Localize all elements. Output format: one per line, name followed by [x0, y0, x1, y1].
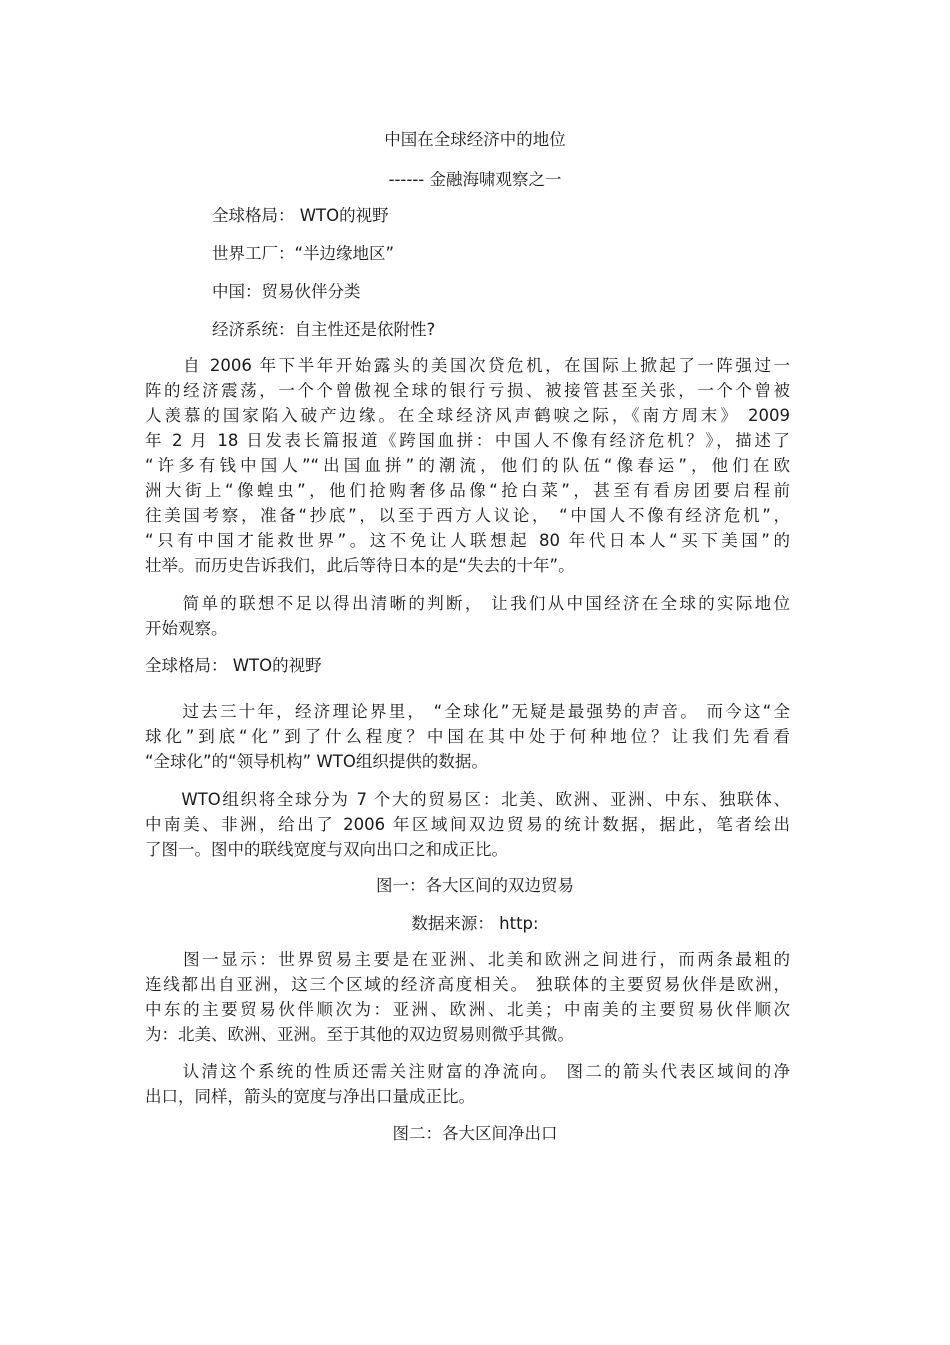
outline-item: 经济系统：自主性还是依附性? — [212, 320, 436, 339]
outline-item: 中国：贸易伙伴分类 — [212, 282, 361, 301]
paragraph-line: 为：北美、欧洲、亚洲。至于其他的双边贸易则微乎其微。 — [145, 1025, 574, 1044]
paragraph-line: WTO组织将全球分为 7 个大的贸易区：北美、欧洲、亚洲、中东、独联体、 — [145, 790, 790, 809]
document-title: 中国在全球经济中的地位 — [384, 130, 566, 149]
paragraph-line: 连线都出自亚洲，这三个区域的经济高度相关。 独联体的主要贸易伙伴是欧洲， — [145, 975, 790, 994]
paragraph-line: 年 2 月 18 日发表长篇报道《跨国血拼：中国人不像有经济危机？》，描述了 — [145, 431, 790, 450]
paragraph-line: 认清这个系统的性质还需关注财富的净流向。 图二的箭头代表区域间的净 — [145, 1062, 790, 1081]
paragraph-line: 图一显示：世界贸易主要是在亚洲、北美和欧洲之间进行，而两条最粗的 — [145, 950, 790, 969]
paragraph-line: 洲大街上“像蝗虫”，他们抢购奢侈品像“抢白菜”，甚至有看房团要启程前 — [145, 481, 790, 500]
paragraph-line: 自 2006 年下半年开始露头的美国次贷危机，在国际上掀起了一阵强过一 — [145, 356, 790, 375]
paragraph-line: 壮举。而历史告诉我们，此后等待日本的是“失去的十年”。 — [145, 556, 575, 575]
paragraph-line: 简单的联想不足以得出清晰的判断， 让我们从中国经济在全球的实际地位 — [145, 594, 790, 613]
paragraph-line: 球化”到底“化”到了什么程度？中国在其中处于何种地位？让我们先看看 — [145, 727, 790, 746]
outline-item: 全球格局： WTO的视野 — [212, 206, 389, 225]
outline-item: 世界工厂：“半边缘地区” — [212, 244, 395, 263]
document-subtitle: ------ 金融海啸观察之一 — [388, 170, 562, 189]
paragraph-line: “许多有钱中国人”“出国血拼”的潮流，他们的队伍“像春运”，他们在欧 — [145, 456, 790, 475]
paragraph-line: 往美国考察，准备“抄底”，以至于西方人议论， “中国人不像有经济危机”， — [145, 506, 790, 525]
paragraph-line: 过去三十年，经济理论界里， “全球化”无疑是最强势的声音。 而今这“全 — [145, 702, 790, 721]
paragraph-line: 阵的经济震荡，一个个曾傲视全球的银行亏损、被接管甚至关张，一个个曾被 — [145, 381, 790, 400]
paragraph-line: “全球化”的“领导机构” WTO组织提供的数据。 — [145, 752, 488, 771]
paragraph-line: 开始观察。 — [145, 619, 228, 638]
data-source: 数据来源： http: — [411, 914, 539, 933]
figure-caption: 图二：各大区间净出口 — [392, 1124, 558, 1143]
paragraph-line: 中东的主要贸易伙伴顺次为：亚洲、欧洲、北美；中南美的主要贸易伙伴顺次 — [145, 1000, 790, 1019]
figure-caption: 图一：各大区间的双边贸易 — [376, 876, 574, 895]
paragraph-line: 了图一。图中的联线宽度与双向出口之和成正比。 — [145, 840, 508, 859]
paragraph-line: 中南美、非洲，给出了 2006 年区域间双边贸易的统计数据，据此，笔者绘出 — [145, 815, 790, 834]
paragraph-line: 人羡慕的国家陷入破产边缘。在全球经济风声鹤唳之际，《南方周末》 2009 — [145, 406, 790, 425]
section-heading: 全球格局： WTO的视野 — [145, 656, 322, 675]
paragraph-line: “只有中国才能救世界”。这不免让人联想起 80 年代日本人“买下美国”的 — [145, 531, 790, 550]
paragraph-line: 出口，同样，箭头的宽度与净出口量成正比。 — [145, 1087, 475, 1106]
